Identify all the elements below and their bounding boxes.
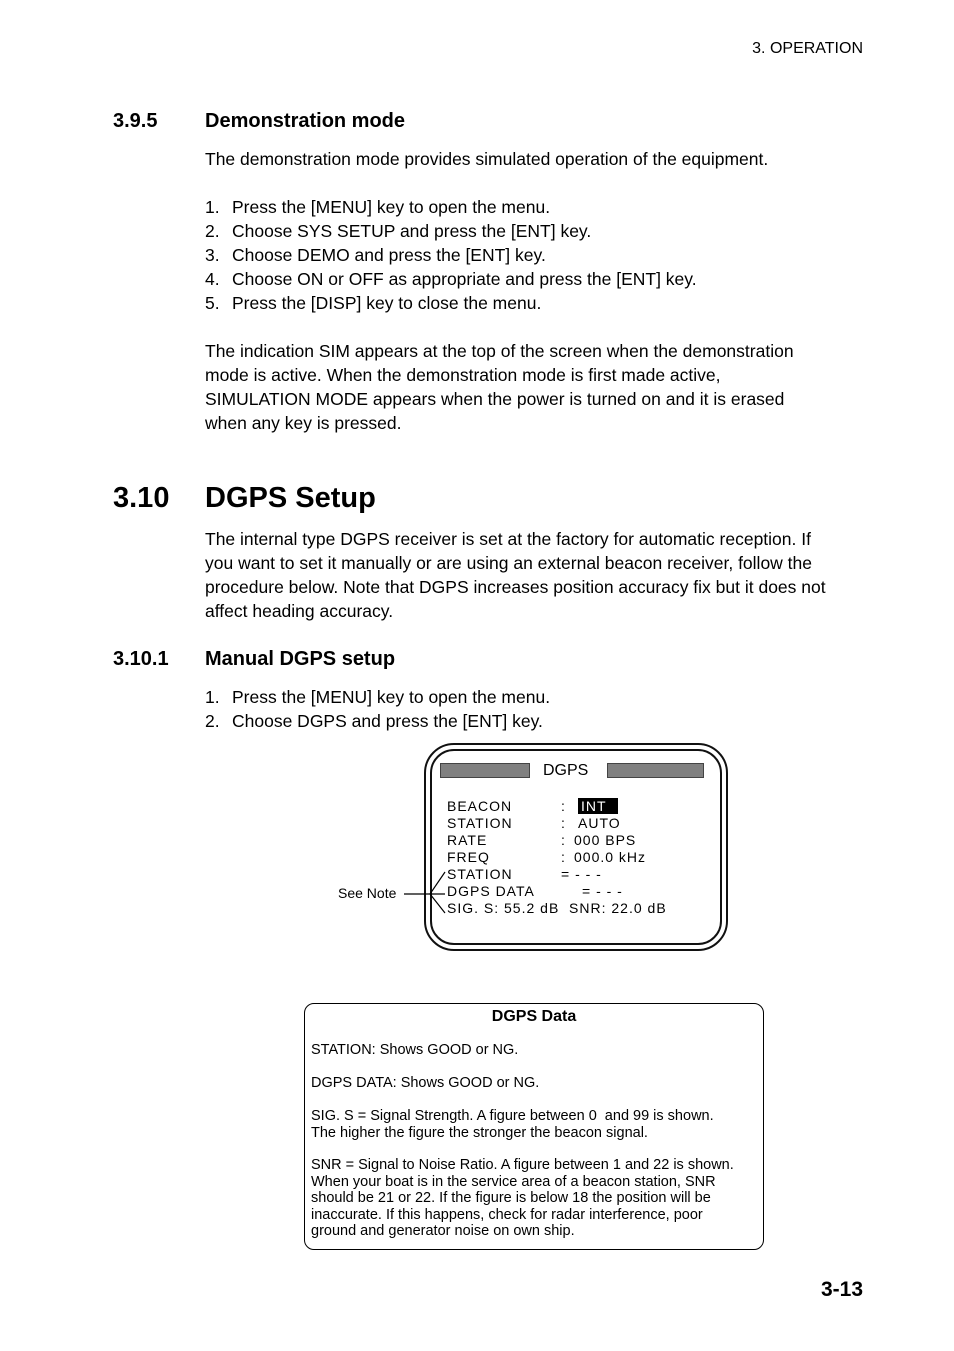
list-item: 4. Choose ON or OFF as appropriate and press the [ENT] key. [205, 269, 697, 289]
station-value: AUTO [578, 815, 621, 831]
station-label: STATION [447, 815, 513, 831]
signal-readout: SIG. S: 55.2 dB SNR: 22.0 dB [447, 900, 667, 916]
dgps-data-title: DGPS Data [491, 1008, 577, 1025]
screen-title: DGPS [543, 762, 589, 779]
demo-steps [205, 195, 697, 315]
demo-intro: The demonstration mode provides simulated operation of the equipment. [205, 149, 769, 169]
list-item: 2. Choose SYS SETUP and press the [ENT] key. [205, 221, 592, 241]
list-item: 1. Press the [MENU] key to open the menu. [205, 197, 551, 217]
dgps-data-note: DGPS DATA: Shows GOOD or NG. [311, 1075, 540, 1091]
section-title-manual-dgps: Manual DGPS setup [205, 648, 396, 670]
freq-label: FREQ [447, 849, 490, 865]
demo-paragraph: The indication SIM appears at the top of the screen when the demonstration mode is active. When the demonstration mode is first made active, SIMULATION MODE appears when the power is turned on and it is erased when any key is pressed. [205, 341, 794, 433]
list-item: 5. Press the [DISP] key to close the menu. [205, 293, 542, 313]
manual-steps [205, 685, 550, 733]
title-bar-right [607, 763, 704, 778]
beacon-sep: : [561, 798, 566, 814]
station-status-value: = - - - [561, 866, 602, 882]
page-number: 3-13 [820, 1278, 863, 1301]
list-item: 1. Press the [MENU] key to open the menu. [205, 687, 551, 707]
section-number-3-10: 3.10 [113, 482, 170, 514]
callout-lines [400, 860, 450, 920]
dgps-data-label: DGPS DATA [447, 883, 535, 899]
list-item: 2. Choose DGPS and press the [ENT] key. [205, 711, 543, 731]
beacon-label: BEACON [447, 798, 513, 814]
running-header: 3. OPERATION [752, 40, 863, 57]
section-number-3-9-5: 3.9.5 [113, 110, 158, 132]
dgps-station-note: STATION: Shows GOOD or NG. [311, 1042, 519, 1058]
freq-sep: : [561, 849, 566, 865]
title-bar-left [440, 763, 530, 778]
station-status-label: STATION [447, 866, 513, 882]
freq-value: 000.0 kHz [574, 849, 647, 865]
section-title-dgps-setup: DGPS Setup [205, 482, 376, 514]
rate-sep: : [561, 832, 566, 848]
section-title-demonstration-mode: Demonstration mode [205, 110, 406, 132]
section-number-3-10-1: 3.10.1 [113, 648, 169, 670]
list-item: 3. Choose DEMO and press the [ENT] key. [205, 245, 546, 265]
beacon-value: INT [578, 798, 618, 814]
dgps-sig-note: SIG. S = Signal Strength. A figure between 0 and 99 is shown. The higher the figure the stronger the beacon signal. [311, 1108, 714, 1141]
rate-label: RATE [447, 832, 488, 848]
dgps-paragraph: The internal type DGPS receiver is set at the factory for automatic reception. If you want to set it manually or are using an external beacon receiver, follow the procedure below. Note that DGPS increases position accuracy fix but it does not affect heading accuracy. [205, 529, 826, 621]
dgps-snr-note: SNR = Signal to Noise Ratio. A figure between 1 and 22 is shown. When your boat is in the service area of a beacon station, SNR should be 21 or 22. If the figure is below 18 the position will be inaccurate. If this happens, check for radar interference, poor ground and generator noise on own ship. [311, 1157, 734, 1239]
rate-value: 000 BPS [574, 832, 637, 848]
see-note-label: See Note [338, 885, 397, 901]
station-sep: : [561, 815, 566, 831]
dgps-data-value: = - - - [582, 883, 623, 899]
